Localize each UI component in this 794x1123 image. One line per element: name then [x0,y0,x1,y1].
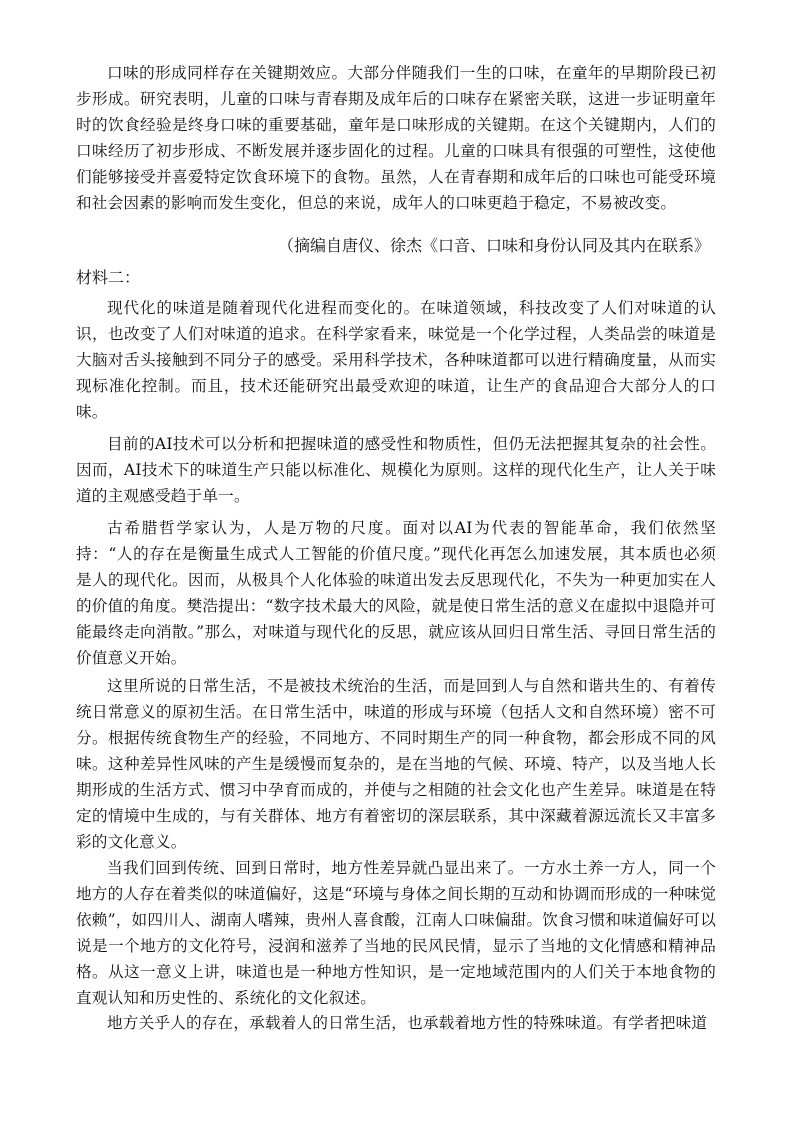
paragraph-2: 现代化的味道是随着现代化进程而变化的。在味道领域，科技改变了人们对味道的认识，也改变了人们对味道的追求。在科学家看来，味觉是一个化学过程，人类品尝的味道是大脑对舌头接触到不同分子的感受。采用科学技术，各种味道都可以进行精确度量，从而实现标准化控制。而且，技术还能研究出最受欢迎的味道，让生产的食品迎合大部分人的口味。 [76,299,716,421]
source-citation: （摘编自唐仪、徐杰《口音、口味和身份认同及其内在联系》 [277,236,710,255]
paragraph-6: 当我们回到传统、回到日常时，地方性差异就凸显出来了。一方水土养一方人，同一个地方的人存在着类似的味道偏好，这是“环境与身体之间长期的互动和协调而形成的一种味觉依赖”，如四川人、湖南人嗜辣，贵州人喜食酸，江南人口味偏甜。饮食习惯和味道偏好可以说是一个地方的文化符号，浸润和滋养了当地的民风民情，显示了当地的文化情感和精神品格。从这一意义上讲，味道也是一种地方性知识，是一定地域范围内的人们关于本地食物的直观认知和历史性的、系统化的文化叙述。 [76,859,716,1007]
paragraph-4: 古希腊哲学家认为，人是万物的尺度。面对以AI为代表的智能革命，我们依然坚持：“人的存在是衡量生成式人工智能的价值尺度。”现代化再怎么加速发展，其本质也必须是人的现代化。因而，从极具个人化体验的味道出发去反思现代化，不失为一种更加实在人的价值的角度。樊浩提出：“数字技术最大的风险，就是使日常生活的意义在虚拟中退隐并可能最终走向消散。”那么，对味道与现代化的反思，就应该从回归日常生活、寻回日常生活的价值意义开始。 [76,519,716,667]
paragraph-7: 地方关乎人的存在，承载着人的日常生活，也承载着地方性的特殊味道。有学者把味道 [107,1014,708,1032]
section-heading: 材料二： [76,268,141,287]
paragraph-3: 目前的AI技术可以分析和把握味道的感受性和物质性，但仍无法把握其复杂的社会性。因而，AI技术下的味道生产只能以标准化、规模化为原则。这样的现代化生产，让人关于味道的主观感受趋于单一。 [76,435,716,505]
paragraph-1: 口味的形成同样存在关键期效应。大部分伴随我们一生的口味，在童年的早期阶段已初步形成。研究表明，儿童的口味与青春期及成年后的口味存在紧密关联，这进一步证明童年时的饮食经验是终身口味的重要基础，童年是口味形成的关键期。在这个关键期内，人们的口味经历了初步形成、不断发展并逐步固化的过程。儿童的口味具有很强的可塑性，这使他们能够接受并喜爱特定饮食环境下的食物。虽然，人在青春期和成年后的口味也可能受环境和社会因素的影响而发生变化，但总的来说，成年人的口味更趋于稳定，不易被改变。 [76,64,716,212]
paragraph-5: 这里所说的日常生活，不是被技术统治的生活，而是回到人与自然和谐共生的、有着传统日常意义的原初生活。在日常生活中，味道的形成与环境（包括人文和自然环境）密不可分。根据传统食物生产的经验，不同地方、不同时期生产的同一种食物，都会形成不同的风味。这种差异性风味的产生是缓慢而复杂的，是在当地的气候、环境、特产，以及当地人长期形成的生活方式、惯习中孕育而成的，并使与之相随的社会文化也产生差异。味道是在特定的情境中生成的，与有关群体、地方有着密切的深层联系，其中深藏着源远流长又丰富多彩的文化意义。 [76,677,716,851]
